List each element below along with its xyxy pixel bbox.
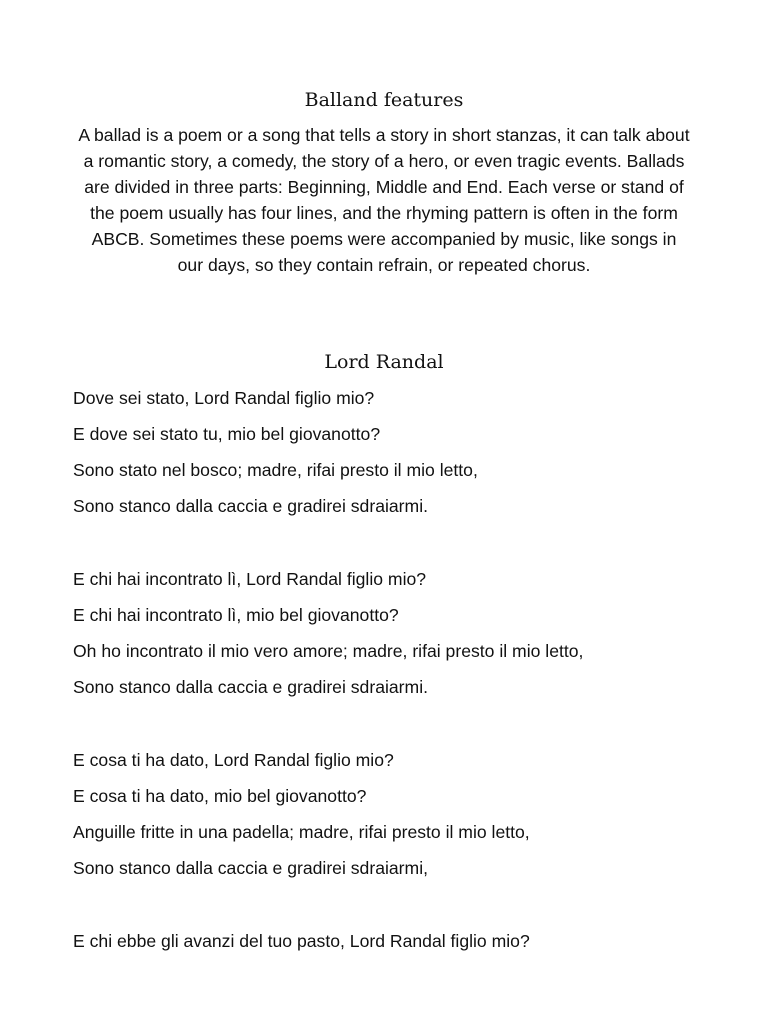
- poem-line: E chi ebbe gli avanzi del tuo pasto, Lord Randal figlio mio?: [73, 931, 530, 951]
- stanza-2: [73, 567, 733, 711]
- poem-line: E dove sei stato tu, mio bel giovanotto?: [73, 424, 381, 444]
- poem-line: Sono stanco dalla caccia e gradirei sdraiarmi.: [73, 677, 428, 697]
- features-heading: Balland features: [304, 89, 464, 111]
- poem-line: E chi hai incontrato lì, mio bel giovanotto?: [73, 605, 399, 625]
- poem-line: E cosa ti ha dato, Lord Randal figlio mio?: [73, 750, 394, 770]
- poem-line: Oh ho incontrato il mio vero amore; madre, rifai presto il mio letto,: [73, 641, 584, 661]
- poem-line: Sono stato nel bosco; madre, rifai presto il mio letto,: [73, 460, 478, 480]
- poem-line: Dove sei stato, Lord Randal figlio mio?: [73, 388, 375, 408]
- stanza-1: [73, 386, 733, 530]
- poem-line: Anguille fritte in una padella; madre, rifai presto il mio letto,: [73, 822, 530, 842]
- poem-heading: Lord Randal: [324, 351, 444, 373]
- poem-body: [73, 386, 733, 1002]
- poem-line: E chi hai incontrato lì, Lord Randal figlio mio?: [73, 569, 427, 589]
- features-paragraph: A ballad is a poem or a song that tells a story in short stanzas, it can talk about a romantic story, a comedy, the story of a hero, or even tragic events. Ballads are divided in three parts: Beginning, Middle and End. Each verse or stand of the poem usually has four lines, and the rhyming pattern is often in the form ABCB. Sometimes these poems were accompanied by music, like songs in our days, so they contain refrain, or repeated chorus.: [78, 125, 690, 275]
- poem-line: Sono stanco dalla caccia e gradirei sdraiarmi,: [73, 858, 428, 878]
- poem-line: E cosa ti ha dato, mio bel giovanotto?: [73, 786, 367, 806]
- poem-line: Sono stanco dalla caccia e gradirei sdraiarmi.: [73, 496, 428, 516]
- stanza-3: [73, 748, 733, 892]
- stanza-4: [73, 929, 733, 965]
